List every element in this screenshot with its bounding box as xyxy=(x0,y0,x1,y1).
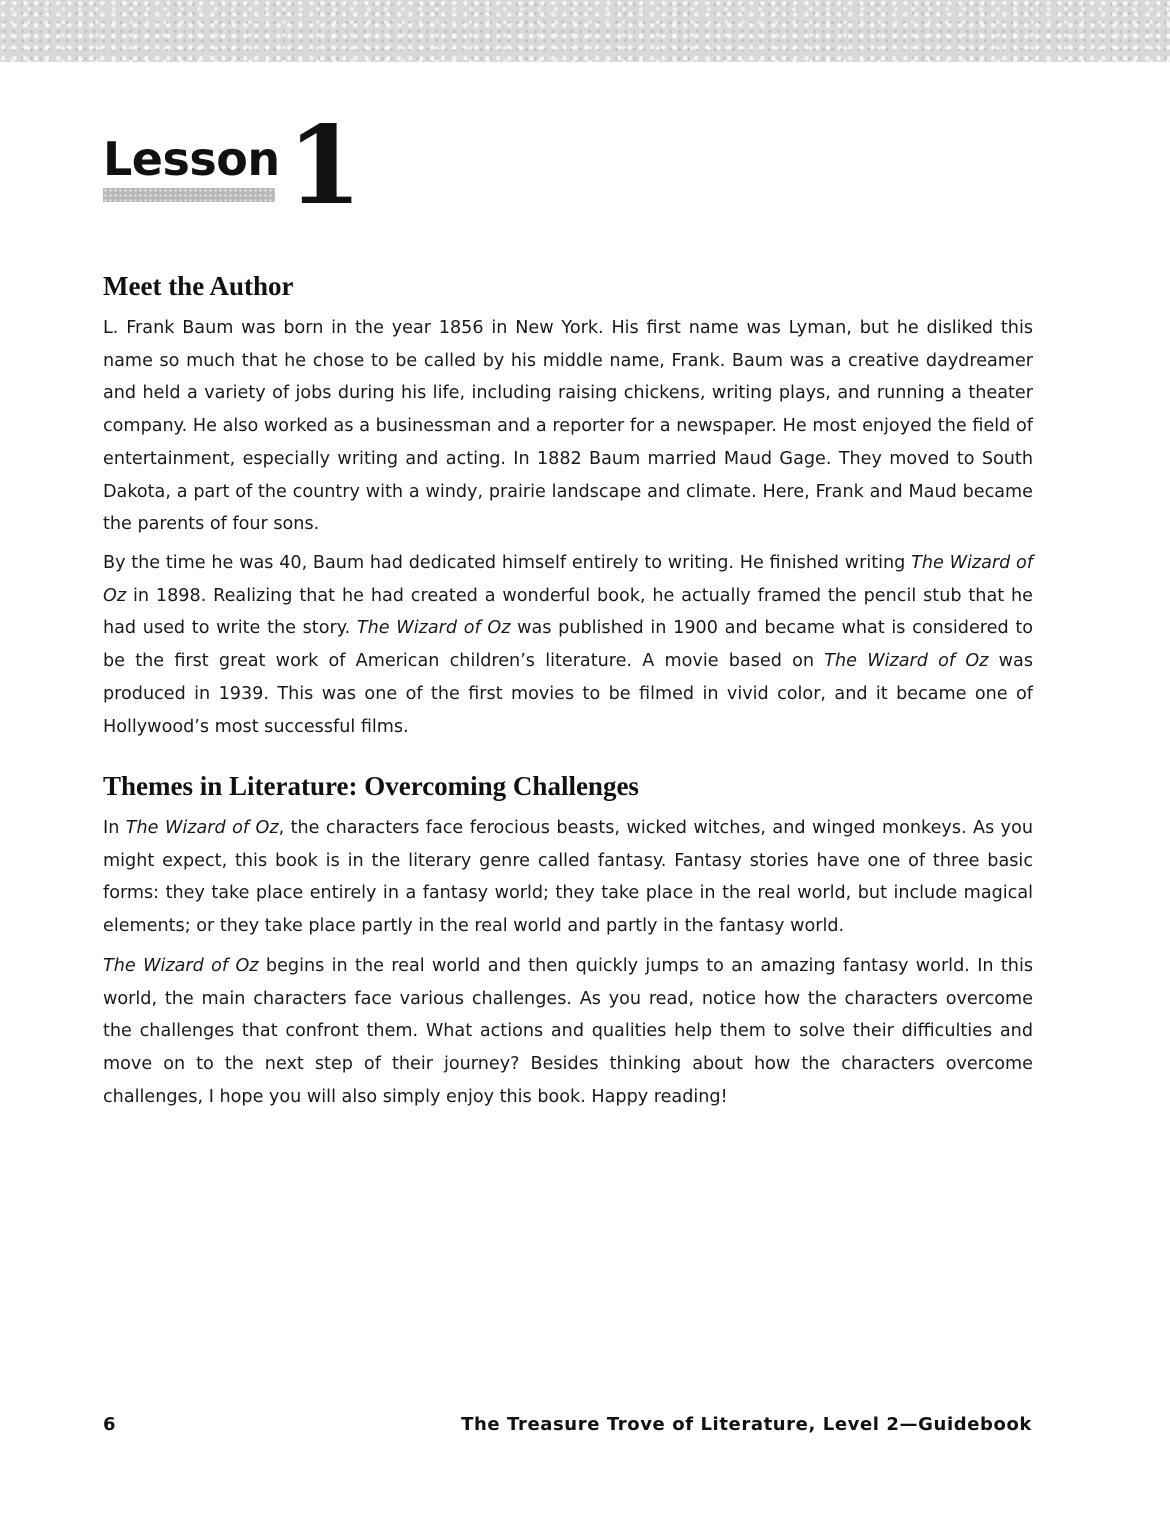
text-run: begins in the real world and then quickly jumps to an amazing fantasy world. In this world, the main characters face various challenges. As you read, notice how the characters overcome the challenges that confront them. What actions and qualities help them to solve their difficulties and move on to the next step of their journey? Besides thinking about how the characters overcome challenges, I hope you will also simply enjoy this book. Happy reading! xyxy=(103,956,1033,1107)
text-run: In xyxy=(103,818,126,838)
paragraph-author-2 xyxy=(103,547,1033,743)
book-title-italic: The Wizard of Oz xyxy=(125,818,279,838)
lesson-word: Lesson xyxy=(103,132,280,186)
lesson-underline-bar xyxy=(103,188,275,202)
section-heading-meet-the-author: Meet the Author xyxy=(103,271,294,301)
text-run: By the time he was 40, Baum had dedicated himself entirely to writing. He finished writing xyxy=(103,553,912,573)
page-number: 6 xyxy=(103,1414,116,1435)
footer-book-title: The Treasure Trove of Literature, Level 2—Guidebook xyxy=(461,1414,1032,1435)
text-run: , the characters face ferocious beasts, wicked witches, and winged monkeys. As you might expect, this book is in the literary genre called fantasy. Fantasy stories have one of three basic forms: they take place entirely in a fantasy world; they take place in the real world, but include magical elements; or they take place partly in the real world and partly in the fantasy world. xyxy=(103,818,1033,937)
lesson-heading xyxy=(103,103,403,229)
text-run: was published in 1900 and became what is considered to be the first great work of American children’s literature. A movie based on xyxy=(103,618,1033,672)
section-heading-themes: Themes in Literature: Overcoming Challenges xyxy=(103,771,639,801)
decorative-header-band xyxy=(0,0,1170,62)
text-run: was produced in 1939. This was one of the first movies to be filmed in vivid color, and it became one of Hollywood’s most successful films. xyxy=(103,651,1033,737)
book-title-italic: The Wizard of Oz xyxy=(103,553,1033,606)
paragraph-themes-1 xyxy=(103,812,1033,943)
text-run: L. Frank Baum was born in the year 1856 in New York. His first name was Lyman, but he disliked this name so much that he chose to be called by his middle name, Frank. Baum was a creative daydreamer and held a variety of jobs during his life, including raising chickens, writing plays, and running a theater company. He also worked as a businessman and a reporter for a newspaper. He most enjoyed the field of entertainment, especially writing and acting. In 1882 Baum married Maud Gage. They moved to South Dakota, a part of the country with a windy, prairie landscape and climate. Here, Frank and Maud became the parents of four sons. xyxy=(103,318,1033,535)
text-run: in 1898. Realizing that he had created a wonderful book, he actually framed the pencil stub that he had used to write the story. xyxy=(103,585,1033,639)
lesson-number: 1 xyxy=(287,103,363,229)
book-title-italic: The Wizard of Oz xyxy=(356,618,511,639)
book-title-italic: The Wizard of Oz xyxy=(103,956,259,976)
paragraph-author-1 xyxy=(103,312,1033,541)
paragraph-themes-2 xyxy=(103,950,1033,1114)
book-title-italic: The Wizard of Oz xyxy=(824,651,989,672)
